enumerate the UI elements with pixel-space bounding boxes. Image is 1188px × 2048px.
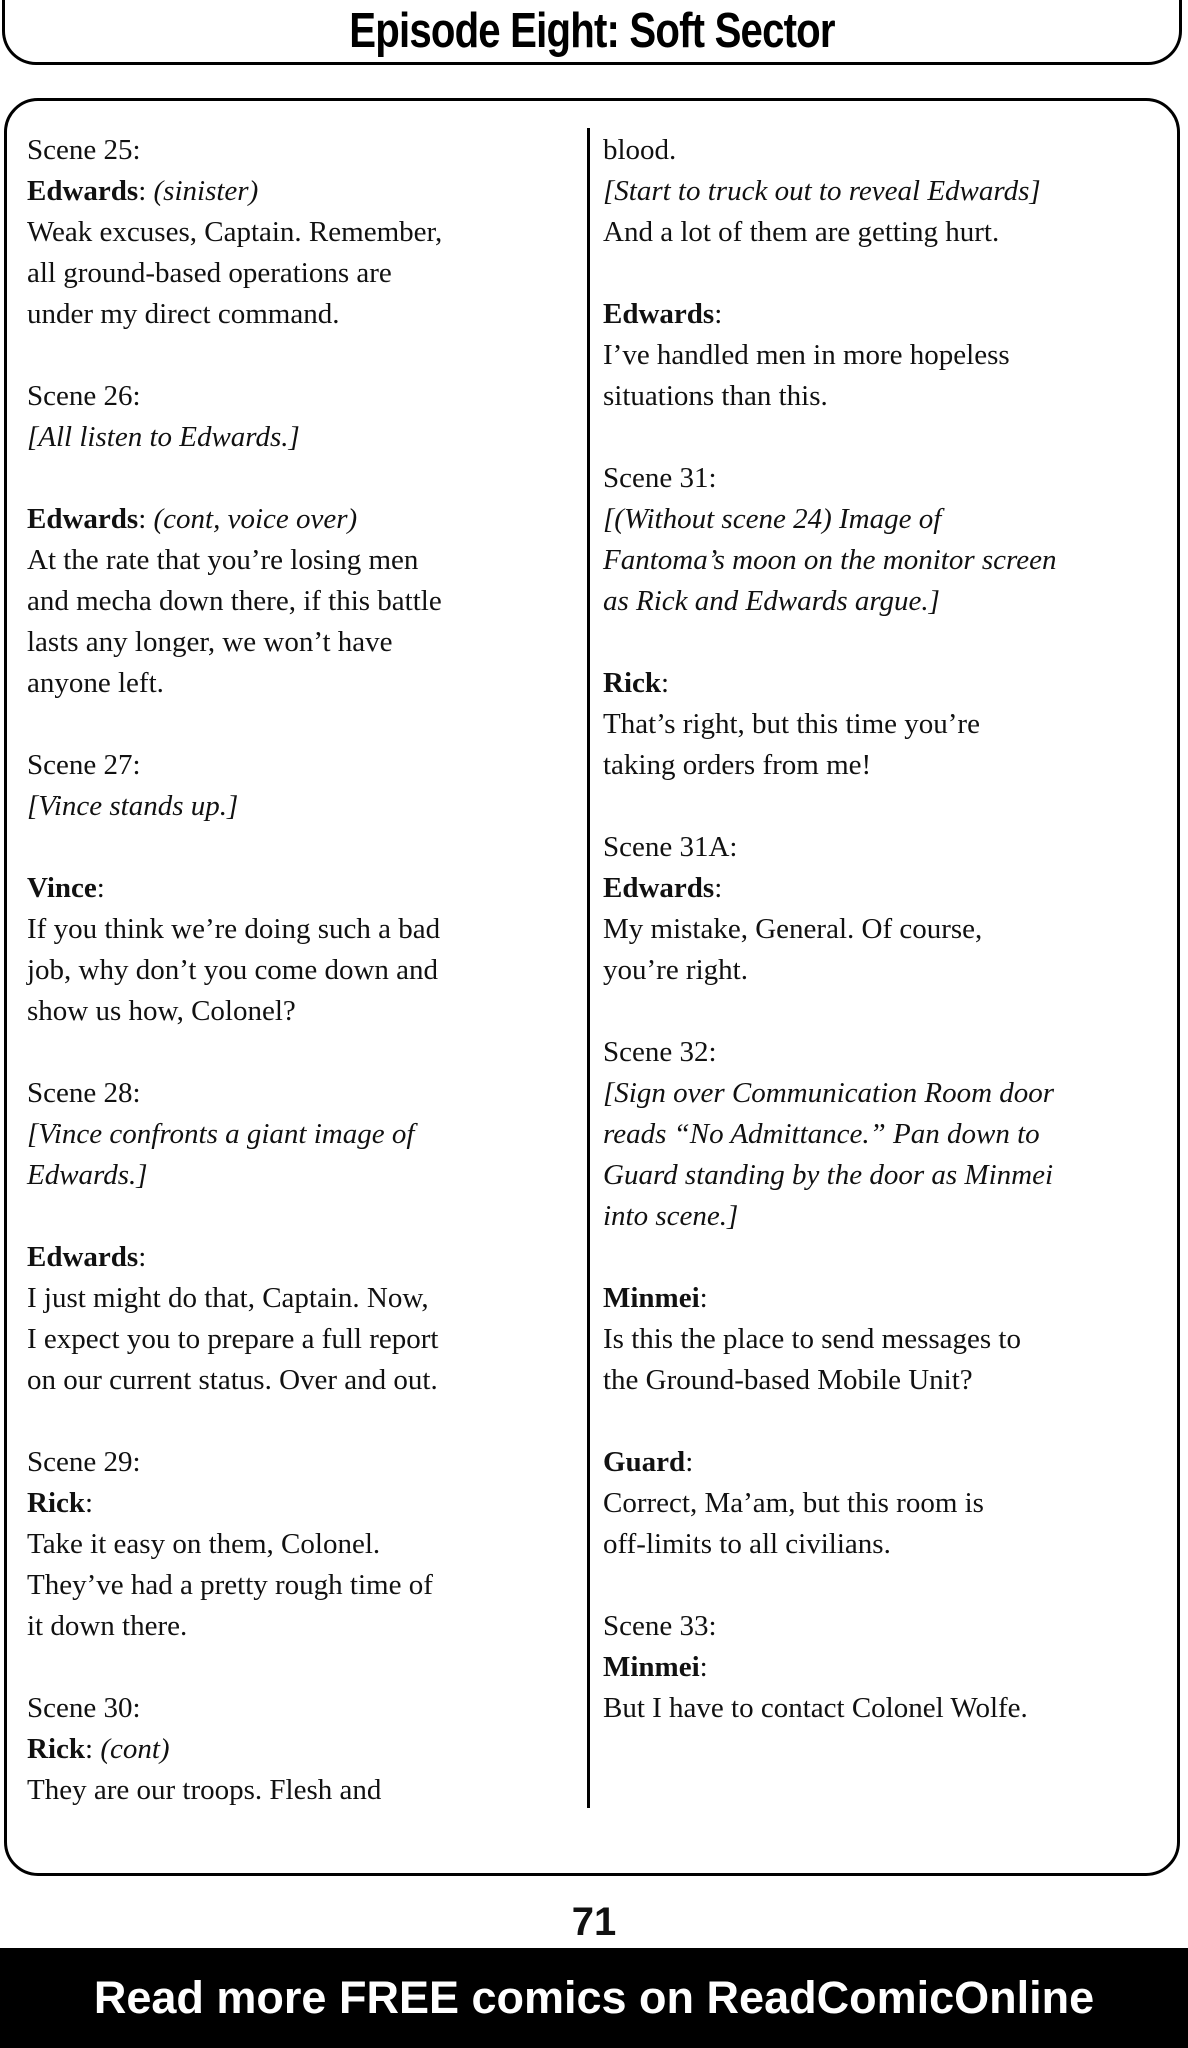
script-block <box>603 294 1163 417</box>
script-line: That’s right, but this time you’re <box>603 708 980 740</box>
speaker-line <box>27 499 575 540</box>
stage-direction: into scene.] <box>603 1200 739 1232</box>
script-line: They are our troops. Flesh and <box>27 1774 382 1806</box>
speaker-colon: : <box>138 175 147 207</box>
right-column <box>603 130 1163 1770</box>
script-block <box>27 745 575 827</box>
stage-direction: [Start to truck out to reveal Edwards] <box>603 175 1041 207</box>
speaker-colon: : <box>85 1487 94 1519</box>
script-line: and mecha down there, if this battle <box>27 585 442 617</box>
script-block <box>603 1442 1163 1565</box>
script-line: I’ve handled men in more hopeless <box>603 339 1010 371</box>
speaker-name: Edwards <box>603 872 715 904</box>
script-line: They’ve had a pretty rough time of <box>27 1569 433 1601</box>
speaker-line <box>603 294 1163 335</box>
script-line: At the rate that you’re losing men <box>27 544 419 576</box>
speaker-line <box>27 1729 575 1770</box>
speaker-line <box>27 1483 575 1524</box>
script-line: Is this the place to send messages to <box>603 1323 1021 1355</box>
speaker-line <box>603 868 1163 909</box>
speaker-colon: : <box>699 1651 708 1683</box>
script-line: Scene 27: <box>27 749 141 781</box>
speaker-line <box>603 1647 1163 1688</box>
script-line: I just might do that, Captain. Now, <box>27 1282 429 1314</box>
speaker-name: Vince <box>27 872 97 904</box>
script-block <box>27 499 575 704</box>
speaker-colon: : <box>138 503 147 535</box>
script-block <box>603 827 1163 991</box>
speaker-name: Minmei <box>603 1282 700 1314</box>
stage-direction: [(Without scene 24) Image of <box>603 503 942 535</box>
speaker-line <box>27 1237 575 1278</box>
speaker-name: Rick <box>27 1487 85 1519</box>
script-line: show us how, Colonel? <box>27 995 296 1027</box>
speaker-colon: : <box>85 1733 94 1765</box>
page-title: Episode Eight: Soft Sector <box>349 4 835 58</box>
script-line: Scene 32: <box>603 1036 717 1068</box>
speaker-colon: : <box>96 872 105 904</box>
stage-direction: Guard standing by the door as Minmei <box>603 1159 1054 1191</box>
script-block <box>27 376 575 458</box>
speaker-line <box>603 1442 1163 1483</box>
script-line: under my direct command. <box>27 298 340 330</box>
speaker-name: Edwards <box>27 503 139 535</box>
script-line: taking orders from me! <box>603 749 872 781</box>
script-line: situations than this. <box>603 380 828 412</box>
script-line: But I have to contact Colonel Wolfe. <box>603 1692 1028 1724</box>
script-block <box>603 1278 1163 1401</box>
script-line: I expect you to prepare a full report <box>27 1323 439 1355</box>
speaker-colon: : <box>714 298 723 330</box>
speaker-name: Edwards <box>603 298 715 330</box>
script-line: Weak excuses, Captain. Remember, <box>27 216 443 248</box>
stage-direction: [Vince stands up.] <box>27 790 239 822</box>
script-line: Scene 29: <box>27 1446 141 1478</box>
script-line: all ground-based operations are <box>27 257 392 289</box>
stage-direction: as Rick and Edwards argue.] <box>603 585 940 617</box>
script-line: anyone left. <box>27 667 164 699</box>
script-line: Scene 28: <box>27 1077 141 1109</box>
script-block <box>603 1032 1163 1237</box>
page-number: 71 <box>571 1900 617 1944</box>
speaker-name: Rick <box>603 667 661 699</box>
script-line: the Ground-based Mobile Unit? <box>603 1364 973 1396</box>
script-block <box>27 1442 575 1647</box>
speaker-line <box>603 663 1163 704</box>
script-block <box>27 1073 575 1196</box>
left-column <box>27 130 575 1852</box>
speaker-name: Rick <box>27 1733 85 1765</box>
script-line: job, why don’t you come down and <box>27 954 439 986</box>
script-block <box>27 1688 575 1811</box>
script-line: you’re right. <box>603 954 748 986</box>
script-block <box>603 663 1163 786</box>
title-bar <box>2 0 1182 65</box>
script-block <box>603 458 1163 622</box>
script-block <box>603 1606 1163 1729</box>
script-block <box>27 1237 575 1401</box>
footer-banner[interactable] <box>0 1948 1188 2048</box>
speaker-colon: : <box>661 667 670 699</box>
script-line: Scene 31A: <box>603 831 738 863</box>
speaker-colon: : <box>714 872 723 904</box>
script-line: Scene 26: <box>27 380 141 412</box>
speaker-note: (cont) <box>100 1733 170 1765</box>
script-line: lasts any longer, we won’t have <box>27 626 393 658</box>
script-block <box>603 130 1163 253</box>
stage-direction: Edwards.] <box>27 1159 148 1191</box>
speaker-colon: : <box>138 1241 147 1273</box>
speaker-colon: : <box>699 1282 708 1314</box>
script-line: If you think we’re doing such a bad <box>27 913 441 945</box>
script-line: Correct, Ma’am, but this room is <box>603 1487 984 1519</box>
script-block <box>27 130 575 335</box>
stage-direction: reads “No Admittance.” Pan down to <box>603 1118 1040 1150</box>
script-line: Scene 33: <box>603 1610 717 1642</box>
script-line: And a lot of them are getting hurt. <box>603 216 1000 248</box>
script-line: Take it easy on them, Colonel. <box>27 1528 381 1560</box>
stage-direction: [Vince confronts a giant image of <box>27 1118 415 1150</box>
script-line: Scene 25: <box>27 134 141 166</box>
speaker-name: Edwards <box>27 1241 139 1273</box>
speaker-note: (sinister) <box>153 175 259 207</box>
stage-direction: [Sign over Communication Room door <box>603 1077 1055 1109</box>
speaker-name: Edwards <box>27 175 139 207</box>
speaker-name: Guard <box>603 1446 686 1478</box>
stage-direction: Fantoma’s moon on the monitor screen <box>603 544 1057 576</box>
column-divider <box>587 128 590 1808</box>
speaker-line <box>27 868 575 909</box>
speaker-note: (cont, voice over) <box>153 503 358 535</box>
speaker-line <box>603 1278 1163 1319</box>
script-line: My mistake, General. Of course, <box>603 913 983 945</box>
stage-direction: [All listen to Edwards.] <box>27 421 300 453</box>
script-line: blood. <box>603 134 677 166</box>
script-block <box>27 868 575 1032</box>
speaker-name: Minmei <box>603 1651 700 1683</box>
speaker-colon: : <box>685 1446 694 1478</box>
script-line: it down there. <box>27 1610 188 1642</box>
script-line: off-limits to all civilians. <box>603 1528 891 1560</box>
script-line: Scene 31: <box>603 462 717 494</box>
script-line: Scene 30: <box>27 1692 141 1724</box>
script-line: on our current status. Over and out. <box>27 1364 438 1396</box>
footer-banner-text[interactable]: Read more FREE comics on ReadComicOnline <box>93 1972 1095 2023</box>
speaker-line <box>27 171 575 212</box>
